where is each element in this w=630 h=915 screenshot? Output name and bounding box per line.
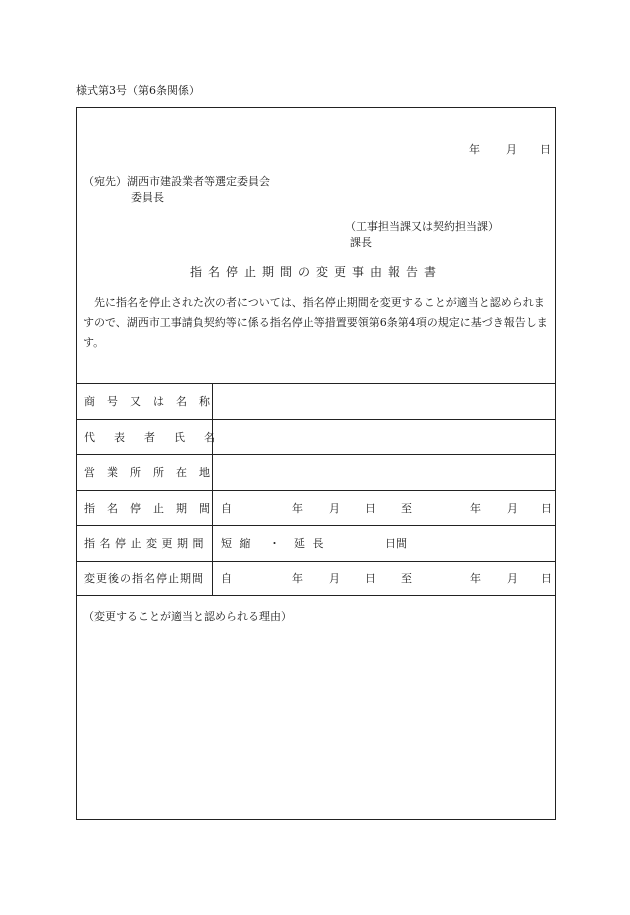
body-text: 先に指名を停止された次の者については、指名停止期間を変更することが適当と認められますので、湖西市工事請負契約等に係る指名停止等措置要領第6条第4項の規定に基づき報告します。 bbox=[83, 296, 548, 349]
table-row bbox=[77, 454, 555, 490]
table-row bbox=[77, 383, 555, 419]
table-row bbox=[77, 561, 555, 597]
date-month-label: 月 bbox=[506, 143, 517, 156]
row-label-representative: 代表者氏名 bbox=[84, 430, 234, 444]
row-label-office-address: 営業所所在地 bbox=[84, 466, 222, 480]
report-form-frame bbox=[76, 107, 556, 820]
change-period-field[interactable]: 短縮 ・ 延長 日間 bbox=[221, 537, 407, 551]
row-label-revised-period: 変更後の指名停止期間 bbox=[84, 572, 204, 586]
addressee-committee: （宛先）湖西市建設業者等選定委員会 bbox=[83, 175, 270, 188]
table-row bbox=[77, 419, 555, 455]
representative-field[interactable] bbox=[213, 420, 555, 455]
row-label-company-name: 商号又は名称 bbox=[84, 395, 222, 409]
addressee-chair: 委員長 bbox=[131, 191, 164, 204]
date-day-label: 日 bbox=[540, 143, 551, 156]
sender-department: （工事担当課又は契約担当課） bbox=[345, 220, 499, 233]
row-label-suspension-period: 指名停止期間 bbox=[84, 501, 222, 515]
suspension-period-field[interactable]: 自 年 月 日 至 年 月 日 bbox=[221, 501, 552, 515]
company-name-field[interactable] bbox=[213, 384, 555, 419]
form-number: 様式第3号（第6条関係） bbox=[76, 84, 200, 97]
document-title: 指名停止期間の変更事由報告書 bbox=[189, 265, 442, 279]
reason-field[interactable] bbox=[83, 628, 549, 813]
revised-period-field[interactable]: 自 年 月 日 至 年 月 日 bbox=[221, 572, 552, 586]
office-address-field[interactable] bbox=[213, 455, 555, 490]
info-table bbox=[77, 383, 555, 596]
row-label-change-period: 指名停止変更期間 bbox=[84, 537, 208, 551]
reason-label: （変更することが適当と認められる理由） bbox=[83, 610, 292, 623]
date-year-label: 年 bbox=[469, 143, 480, 156]
table-row bbox=[77, 525, 555, 561]
sender-title: 課長 bbox=[350, 236, 372, 249]
table-row bbox=[77, 490, 555, 526]
